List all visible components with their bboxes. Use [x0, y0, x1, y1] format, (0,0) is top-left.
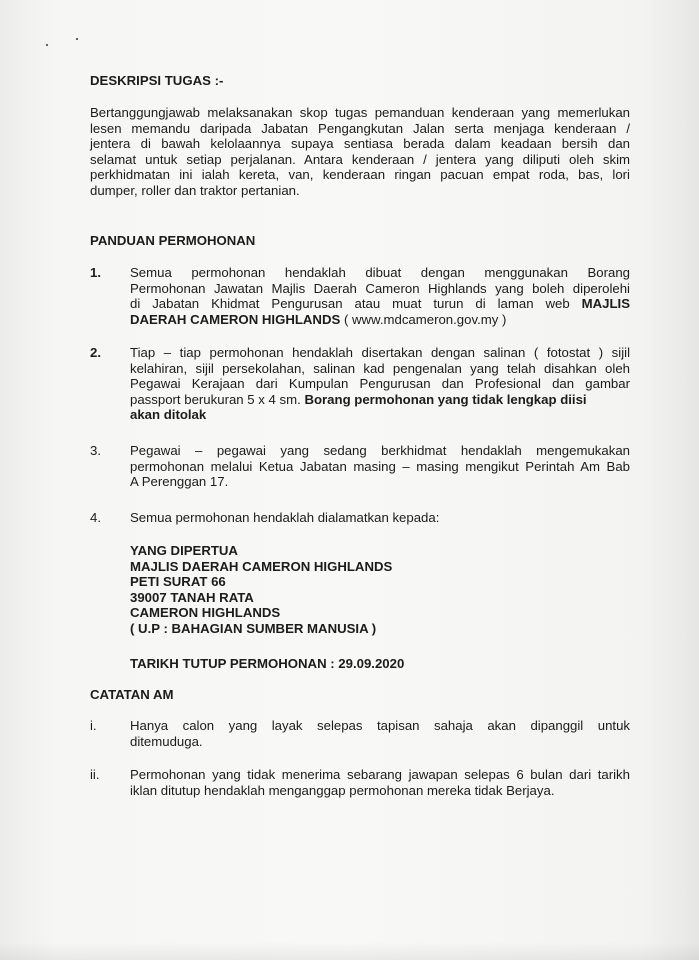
item-line: iklan ditutup hendaklah menganggap permohonan mereka tidak Berjaya. — [130, 782, 555, 798]
address-line: CAMERON HIGHLANDS — [130, 605, 281, 621]
item-line-text: passport berukuran 5 x 4 sm. — [130, 391, 301, 407]
address-line: YANG DIPERTUA — [130, 543, 238, 558]
item-line: Semua permohonan hendaklah dialamatkan kepada: — [130, 510, 440, 525]
list-number: 2. — [90, 345, 101, 360]
paragraph-line: jentera di bawah kelolaannya supaya sentiasa berada dalam keadaan bersih dan — [90, 136, 630, 152]
item-line: Pegawai – pegawai yang sedang berkhidmat hendaklah mengemukakan — [130, 443, 630, 458]
note-item-ii — [130, 767, 630, 798]
item-line: permohonan melalui Ketua Jabatan masing – masing mengikut Perintah Am Bab — [130, 458, 630, 474]
scan-speck — [46, 44, 48, 46]
item-line: A Perenggan 17. — [130, 474, 229, 490]
item-line: kelahiran, sijil persekolahan, salinan kad pengenalan yang telah disahkan oleh — [130, 360, 630, 376]
list-number: 3. — [90, 443, 101, 458]
item-line: Semua permohonan hendaklah dibuat dengan menggunakan Borang — [130, 265, 630, 280]
address-line: PETI SURAT 66 — [130, 574, 226, 590]
item-line: Hanya calon yang layak selepas tapisan sahaja akan dipanggil untuk — [130, 718, 630, 733]
list-number: ii. — [90, 767, 100, 782]
list-item-3 — [130, 443, 630, 490]
paragraph-line: Bertanggungjawab melaksanakan skop tugas pemanduan kenderaan yang memerlukan — [90, 105, 630, 120]
closing-date: TARIKH TUTUP PERMOHONAN : 29.09.2020 — [130, 656, 405, 671]
item-line-bold: DAERAH CAMERON HIGHLANDS — [130, 311, 341, 327]
deskripsi-paragraph — [90, 105, 630, 199]
list-number: 1. — [90, 265, 101, 280]
item-line-text: di Jabatan Khidmat Pengurusan atau muat turun di laman web — [130, 296, 570, 312]
item-line: ditemuduga. — [130, 733, 203, 749]
list-item-1 — [130, 265, 630, 327]
scan-speck — [76, 38, 78, 40]
list-item-2 — [130, 345, 630, 423]
section-heading-deskripsi: DESKRIPSI TUGAS :- — [90, 73, 224, 88]
item-line: Permohonan Jawatan Majlis Daerah Cameron Highlands yang boleh diperolehi — [130, 280, 630, 296]
page-edge-shadow — [0, 942, 699, 960]
item-line: Pegawai Kerajaan dari Kumpulan Pengurusan dan Profesional dan gambar — [130, 376, 630, 392]
note-item-i — [130, 718, 630, 749]
paragraph-line: dumper, roller dan traktor pertanian. — [90, 182, 300, 198]
item-line-bold: MAJLIS — [581, 296, 630, 312]
item-line — [130, 296, 630, 312]
paragraph-line: lesen memandu daripada Jabatan Pengangkutan Jalan serta menjaga kenderaan / — [90, 120, 630, 136]
address-block — [130, 543, 392, 637]
website-link[interactable]: ( www.mdcameron.gov.my ) — [340, 311, 507, 327]
address-line: ( U.P : BAHAGIAN SUMBER MANUSIA ) — [130, 620, 377, 636]
item-line: akan ditolak — [130, 407, 207, 423]
paragraph-line: selamat untuk setiap perjalanan. Antara kenderaan / jentera yang diliputi oleh skim — [90, 151, 630, 167]
address-line: 39007 TANAH RATA — [130, 589, 254, 605]
item-line: Permohonan yang tidak menerima sebarang jawapan selepas 6 bulan dari tarikh — [130, 767, 630, 782]
section-heading-panduan: PANDUAN PERMOHONAN — [90, 233, 256, 248]
item-line-bold: Borang permohonan yang tidak lengkap diisi — [304, 391, 587, 407]
list-number: 4. — [90, 510, 101, 525]
address-line: MAJLIS DAERAH CAMERON HIGHLANDS — [130, 558, 393, 574]
paragraph-line: perkhidmatan ini ialah kereta, van, kenderaan ringan pacuan empat roda, bas, lori — [90, 167, 630, 183]
list-item-4 — [130, 510, 630, 526]
list-number: i. — [90, 718, 97, 733]
section-heading-catatan: CATATAN AM — [90, 687, 174, 702]
item-line: Tiap – tiap permohonan hendaklah disertakan dengan salinan ( fotostat ) sijil — [130, 345, 630, 360]
item-line — [130, 392, 630, 408]
item-line — [130, 312, 630, 328]
